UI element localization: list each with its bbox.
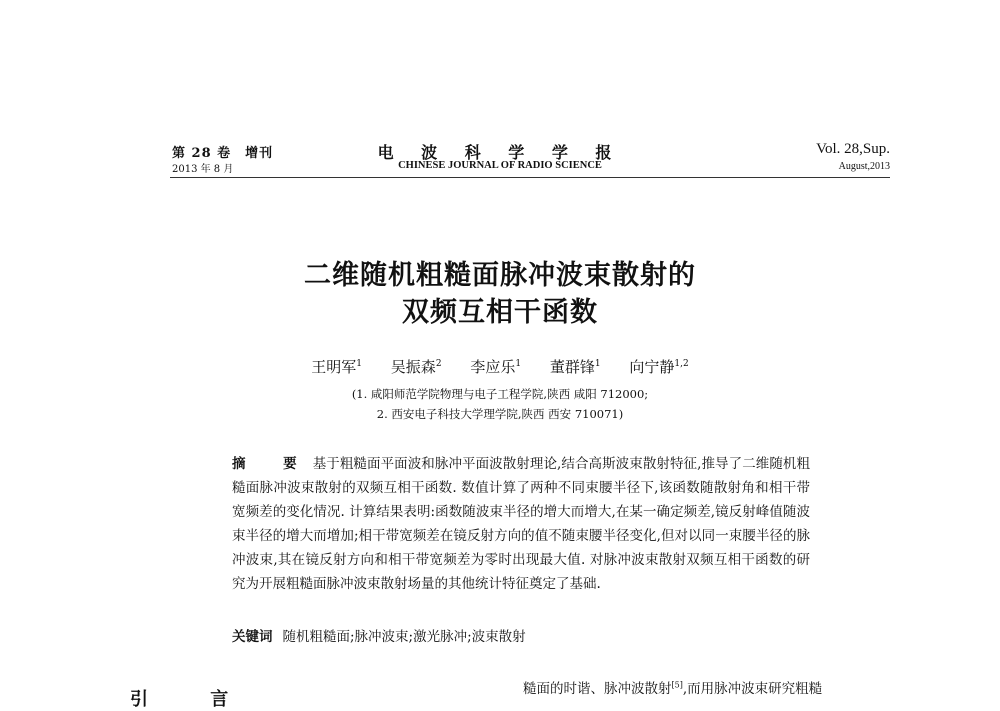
affiliation-1: (1. 咸阳师范学院物理与电子工程学院,陕西 咸阳 712000; [351, 387, 649, 401]
journal-name-cn: 电 波 科 学 学 报 [377, 143, 623, 162]
keywords-text: 随机粗糙面;脉冲波束;激光脉冲;波束散射 [282, 629, 526, 645]
author: 吴振森$^2$ [390, 358, 442, 376]
journal-name-en: CHINESE JOURNAL OF RADIO SCIENCE [398, 160, 602, 171]
abstract-text: 基于粗糙面平面波和脉冲平面波散射理论,结合高斯波束散射特征,推导了二维随机粗糙面脉冲波束散射的双频互相干函数. 数值计算了两种不同束腰半径下,该函数随散射角和相干带宽频差的变化情况. 计算结果表明:函数随波束半径的增大而增大,在某一确定频差,镜反射峰值随波束半径的增大而增加;相干带宽频差在镜反射方向的值不随束腰半径变化,但对以同一束腰半径的脉冲波束,其在镜反射方向和相干带宽频差为零时出现最大值. 对脉冲波束散射双频互相干函数的研究为开展粗糙面脉冲波束散射场量的其他统计特征奠定了基础. [232, 456, 810, 592]
intro-heading: 引 言 [130, 689, 257, 710]
header-rule [170, 177, 890, 178]
abstract-label: 摘 要 [232, 456, 309, 472]
author: 王明军$^1$ [311, 358, 363, 376]
author-list [0, 356, 1000, 377]
keywords [232, 625, 526, 645]
author: 向宁静$^{1,2}$ [629, 358, 689, 376]
author: 李应乐$^1$ [470, 358, 522, 376]
date-en: August,2013 [838, 161, 890, 172]
abstract [232, 452, 810, 596]
body-text-snippet: 糙面的时谐、脉冲波散射[5],而用脉冲波束研究粗糙 [523, 680, 823, 697]
affiliation-2: 2. 西安电子科技大学理学院,陕西 西安 710071) [376, 407, 624, 421]
publication-date: 2013 年 8 月 [172, 164, 234, 175]
volume-en: Vol. 28,Sup. [816, 141, 890, 157]
paper-title-line2: 双频互相干函数 [402, 297, 598, 328]
paper-title-line1: 二维随机粗糙面脉冲波束散射的 [304, 260, 696, 291]
keywords-label: 关键词 [232, 629, 273, 645]
volume-issue: 第 28 卷 增刊 [172, 146, 274, 161]
author: 董群锋$^1$ [549, 358, 601, 376]
citation-ref[interactable]: [5] [671, 680, 683, 690]
